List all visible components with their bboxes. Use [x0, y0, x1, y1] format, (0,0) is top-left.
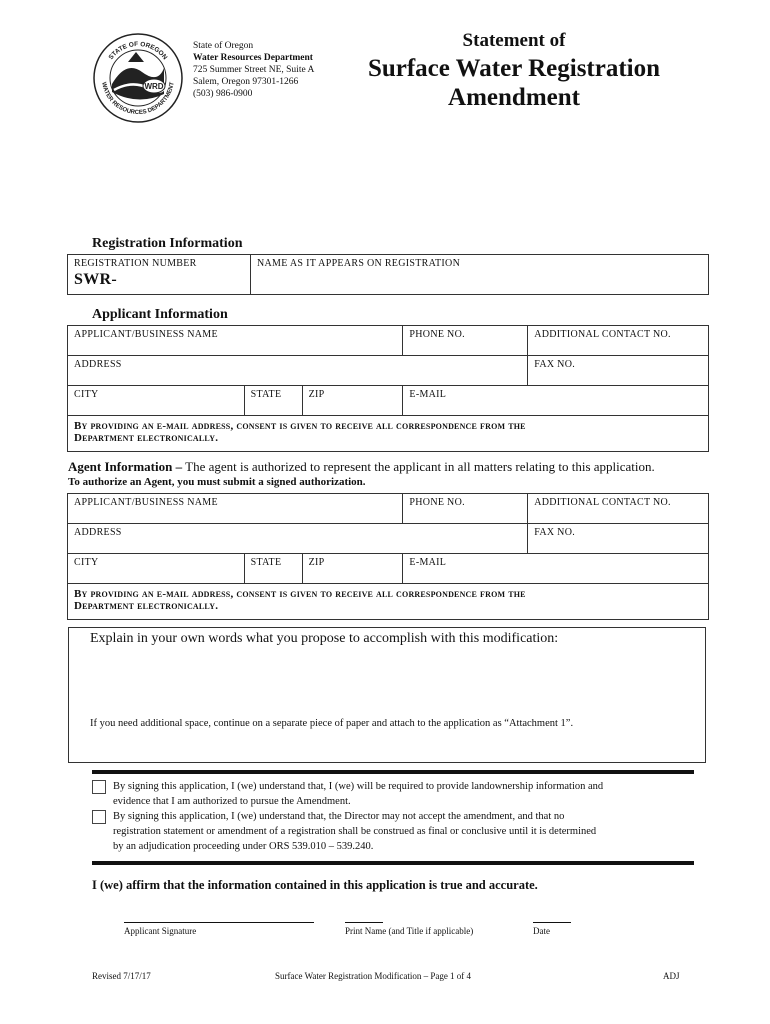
- explanation-question: Explain in your own words what you propose to accomplish with this modification:: [90, 631, 559, 646]
- form-title-line2: Surface Water Registration: [367, 55, 661, 82]
- applicant-zip-field[interactable]: [302, 386, 403, 416]
- applicant-state-field[interactable]: [244, 386, 302, 416]
- agent-zip-field[interactable]: [302, 554, 403, 584]
- applicant-consent-line1: By providing an e-mail address, consent is given to receive all correspondence from the: [74, 420, 526, 432]
- certification-text-2: [113, 809, 703, 854]
- agent-address-label: ADDRESS: [74, 527, 122, 538]
- agent-heading-desc: The agent is authorized to represent the applicant in all matters relating to this application.: [182, 459, 655, 474]
- registration-name-label: NAME AS IT APPEARS ON REGISTRATION: [257, 258, 461, 269]
- agent-heading: Agent Information –: [68, 459, 183, 474]
- applicant-contact-field[interactable]: [528, 326, 709, 356]
- certification-1-line1: By signing this application, I (we) understand that, I (we) will be required to provide landownership information and: [113, 781, 604, 792]
- agent-business-label: APPLICANT/BUSINESS NAME: [74, 497, 218, 508]
- applicant-fax-field[interactable]: [528, 356, 709, 386]
- applicant-signature-label: Applicant Signature: [124, 926, 197, 936]
- seal-text-top: STATE OF OREGON: [107, 40, 169, 62]
- certification-1-line2: evidence that I am authorized to pursue the Amendment.: [113, 796, 351, 807]
- applicant-email-field[interactable]: [403, 386, 709, 416]
- applicant-table: [67, 325, 709, 452]
- applicant-consent-line2: Department electronically.: [74, 432, 219, 444]
- applicant-business-field[interactable]: [68, 326, 403, 356]
- agent-phone-field[interactable]: [403, 494, 528, 524]
- explanation-textarea[interactable]: [68, 627, 706, 763]
- seal-abbrev: WRD: [144, 82, 164, 91]
- agent-heading-row: [68, 459, 655, 475]
- svg-text:STATE OF OREGON: [108, 41, 169, 61]
- applicant-phone-label: PHONE NO.: [409, 329, 465, 340]
- agent-contact-field[interactable]: [528, 494, 709, 524]
- seal-text-bottom: WATER RESOURCES DEPARTMENT: [100, 81, 176, 117]
- applicant-contact-label: ADDITIONAL CONTACT NO.: [534, 329, 671, 340]
- agent-fax-field[interactable]: [528, 524, 709, 554]
- agency-street: 725 Summer Street NE, Suite A: [193, 65, 315, 75]
- certification-checkbox-2[interactable]: [92, 810, 106, 824]
- footer-revised: Revised 7/17/17: [92, 971, 151, 981]
- date-label: Date: [533, 926, 550, 936]
- print-name-label: Print Name (and Title if applicable): [345, 926, 474, 936]
- agent-subheading: To authorize an Agent, you must submit a signed authorization.: [68, 476, 366, 488]
- applicant-email-label: E-MAIL: [409, 389, 447, 400]
- registration-number-value: SWR-: [74, 271, 117, 288]
- explanation-note: If you need additional space, continue on a separate piece of paper and attach to the application as “Attachment 1”.: [90, 718, 574, 729]
- certification-2-line2: registration statement or amendment of a registration shall be construed as final or conclusive until it is determined: [113, 826, 597, 837]
- agent-consent-line2: Department electronically.: [74, 600, 219, 612]
- registration-name-field[interactable]: [251, 255, 709, 295]
- registration-number-field[interactable]: [68, 255, 251, 295]
- agent-email-consent: [68, 584, 709, 620]
- applicant-address-field[interactable]: [68, 356, 528, 386]
- applicant-fax-label: FAX NO.: [534, 359, 576, 370]
- divider-top: [92, 770, 694, 774]
- agent-city-field[interactable]: [68, 554, 245, 584]
- agent-zip-label: ZIP: [308, 557, 325, 568]
- applicant-city-label: CITY: [74, 389, 99, 400]
- registration-table: [67, 254, 709, 295]
- agent-email-label: E-MAIL: [409, 557, 447, 568]
- agent-phone-label: PHONE NO.: [409, 497, 465, 508]
- applicant-zip-label: ZIP: [308, 389, 325, 400]
- agent-consent-line1: By providing an e-mail address, consent is given to receive all correspondence from the: [74, 588, 526, 600]
- wrd-seal-logo: [92, 32, 184, 124]
- agent-state-label: STATE: [250, 557, 282, 568]
- agent-email-field[interactable]: [403, 554, 709, 584]
- agency-state: State of Oregon: [193, 41, 254, 51]
- applicant-address-label: ADDRESS: [74, 359, 122, 370]
- form-title: [340, 54, 688, 112]
- applicant-business-label: APPLICANT/BUSINESS NAME: [74, 329, 218, 340]
- applicant-city-field[interactable]: [68, 386, 245, 416]
- agency-city: Salem, Oregon 97301-1266: [193, 77, 299, 87]
- applicant-email-consent: [68, 416, 709, 452]
- registration-heading: Registration Information: [92, 236, 243, 251]
- applicant-state-label: STATE: [250, 389, 282, 400]
- footer-page: Surface Water Registration Modification – Page 1 of 4: [275, 971, 472, 981]
- agent-table: [67, 493, 709, 620]
- agent-business-field[interactable]: [68, 494, 403, 524]
- agent-contact-label: ADDITIONAL CONTACT NO.: [534, 497, 671, 508]
- divider-bottom: [92, 861, 694, 865]
- applicant-heading: Applicant Information: [92, 307, 228, 322]
- agency-phone: (503) 986-0900: [193, 89, 253, 99]
- agent-city-label: CITY: [74, 557, 99, 568]
- certification-text-1: [113, 779, 703, 809]
- agency-address-block: [193, 40, 314, 100]
- agent-fax-label: FAX NO.: [534, 527, 576, 538]
- form-title-line1: Statement of: [462, 30, 566, 51]
- applicant-signature-line[interactable]: [124, 921, 314, 923]
- form-title-line3: Amendment: [448, 84, 580, 111]
- applicant-phone-field[interactable]: [403, 326, 528, 356]
- agent-address-field[interactable]: [68, 524, 528, 554]
- agency-department: Water Resources Department: [193, 53, 313, 63]
- agent-state-field[interactable]: [244, 554, 302, 584]
- date-line[interactable]: [533, 921, 571, 923]
- affirmation-statement: I (we) affirm that the information contained in this application is true and accurate.: [92, 878, 538, 892]
- registration-number-label: REGISTRATION NUMBER: [74, 258, 197, 269]
- print-name-line[interactable]: [345, 921, 383, 923]
- svg-text:WATER RESOURCES DEPARTMENT: [100, 81, 176, 116]
- certification-2-line3: by an adjudication proceeding under ORS 539.010 – 539.240.: [113, 841, 374, 852]
- certification-2-line1: By signing this application, I (we) understand that, the Director may not accept the amendment, and that no: [113, 811, 565, 822]
- certification-checkbox-1[interactable]: [92, 780, 106, 794]
- footer-code: ADJ: [663, 971, 680, 981]
